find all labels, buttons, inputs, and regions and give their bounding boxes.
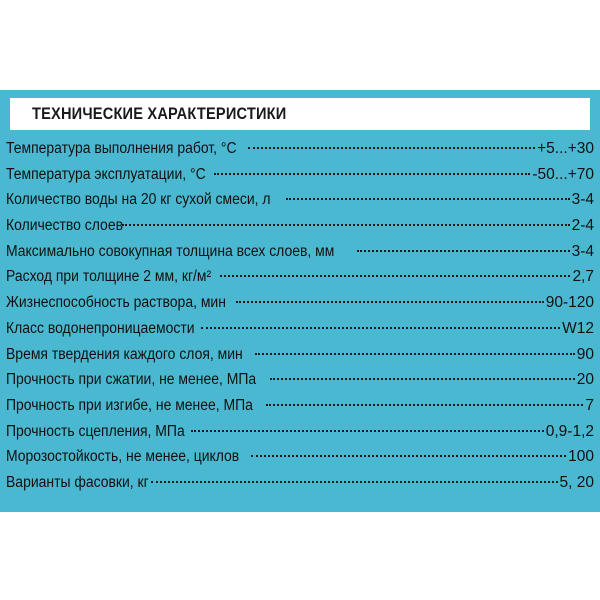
spec-value: W12 xyxy=(562,319,594,337)
spec-label: Класс водонепроницаемости xyxy=(6,319,195,337)
dotted-leader xyxy=(151,481,558,483)
spec-value: 2,7 xyxy=(572,268,594,286)
spec-list xyxy=(6,136,594,496)
spec-row xyxy=(6,342,594,368)
header-bar xyxy=(10,98,590,130)
dotted-leader xyxy=(266,404,583,406)
spec-value: 3-4 xyxy=(571,191,594,209)
dotted-leader xyxy=(201,327,560,329)
spec-value: 5, 20 xyxy=(559,473,594,491)
spec-label: Температура выполнения работ, °С xyxy=(6,140,237,157)
dotted-leader xyxy=(286,198,570,200)
spec-value: 2-4 xyxy=(571,217,594,235)
spec-row xyxy=(6,393,594,419)
spec-label: Количество слоев xyxy=(6,217,123,235)
dotted-leader xyxy=(357,250,570,252)
spec-label: Расход при толщине 2 мм, кг/м² xyxy=(6,268,212,286)
spec-row xyxy=(6,419,594,445)
spec-value: 90 xyxy=(576,345,594,363)
spec-row xyxy=(6,290,594,316)
spec-row xyxy=(6,264,594,290)
spec-label: Варианты фасовки, кг xyxy=(6,473,149,491)
dotted-leader xyxy=(236,301,543,303)
spec-label: Прочность при сжатии, не менее, МПа xyxy=(6,371,257,389)
spec-label: Время твердения каждого слоя, мин xyxy=(6,345,243,363)
dotted-leader xyxy=(220,275,571,277)
dotted-leader xyxy=(214,173,531,175)
spec-label: Прочность при изгибе, не менее, МПа xyxy=(6,396,253,414)
spec-label: Максимально совокупная толщина всех слоев, мм xyxy=(6,242,335,260)
spec-value: 0,9-1,2 xyxy=(545,422,594,440)
dotted-leader xyxy=(270,378,575,380)
spec-value: 3-4 xyxy=(571,242,594,260)
dotted-leader xyxy=(122,224,570,226)
spec-label: Прочность сцепления, МПа xyxy=(6,422,185,440)
spec-value: 7 xyxy=(585,396,594,414)
spec-row xyxy=(6,470,594,496)
spec-row xyxy=(6,213,594,239)
spec-value: +5...+30 xyxy=(537,140,594,157)
spec-value: -50...+70 xyxy=(532,165,594,183)
spec-row xyxy=(6,444,594,470)
dotted-leader xyxy=(191,430,544,432)
dotted-leader xyxy=(251,455,566,457)
dotted-leader xyxy=(248,147,535,149)
page-title: ТЕХНИЧЕСКИЕ ХАРАКТЕРИСТИКИ xyxy=(32,104,287,123)
spec-row xyxy=(6,367,594,393)
spec-row xyxy=(6,187,594,213)
spec-label: Количество воды на 20 кг сухой смеси, л xyxy=(6,191,271,209)
spec-value: 100 xyxy=(568,448,594,466)
dotted-leader xyxy=(255,353,575,355)
spec-row xyxy=(6,136,594,162)
spec-label: Морозостойкость, не менее, циклов xyxy=(6,448,240,466)
spec-label: Жизнеспособность раствора, мин xyxy=(6,294,226,312)
spec-label: Температура эксплуатации, °С xyxy=(6,165,206,183)
spec-row xyxy=(6,316,594,342)
spec-panel xyxy=(0,90,600,512)
spec-value: 20 xyxy=(576,371,594,389)
spec-row xyxy=(6,162,594,188)
spec-value: 90-120 xyxy=(545,294,594,312)
spec-row xyxy=(6,239,594,265)
